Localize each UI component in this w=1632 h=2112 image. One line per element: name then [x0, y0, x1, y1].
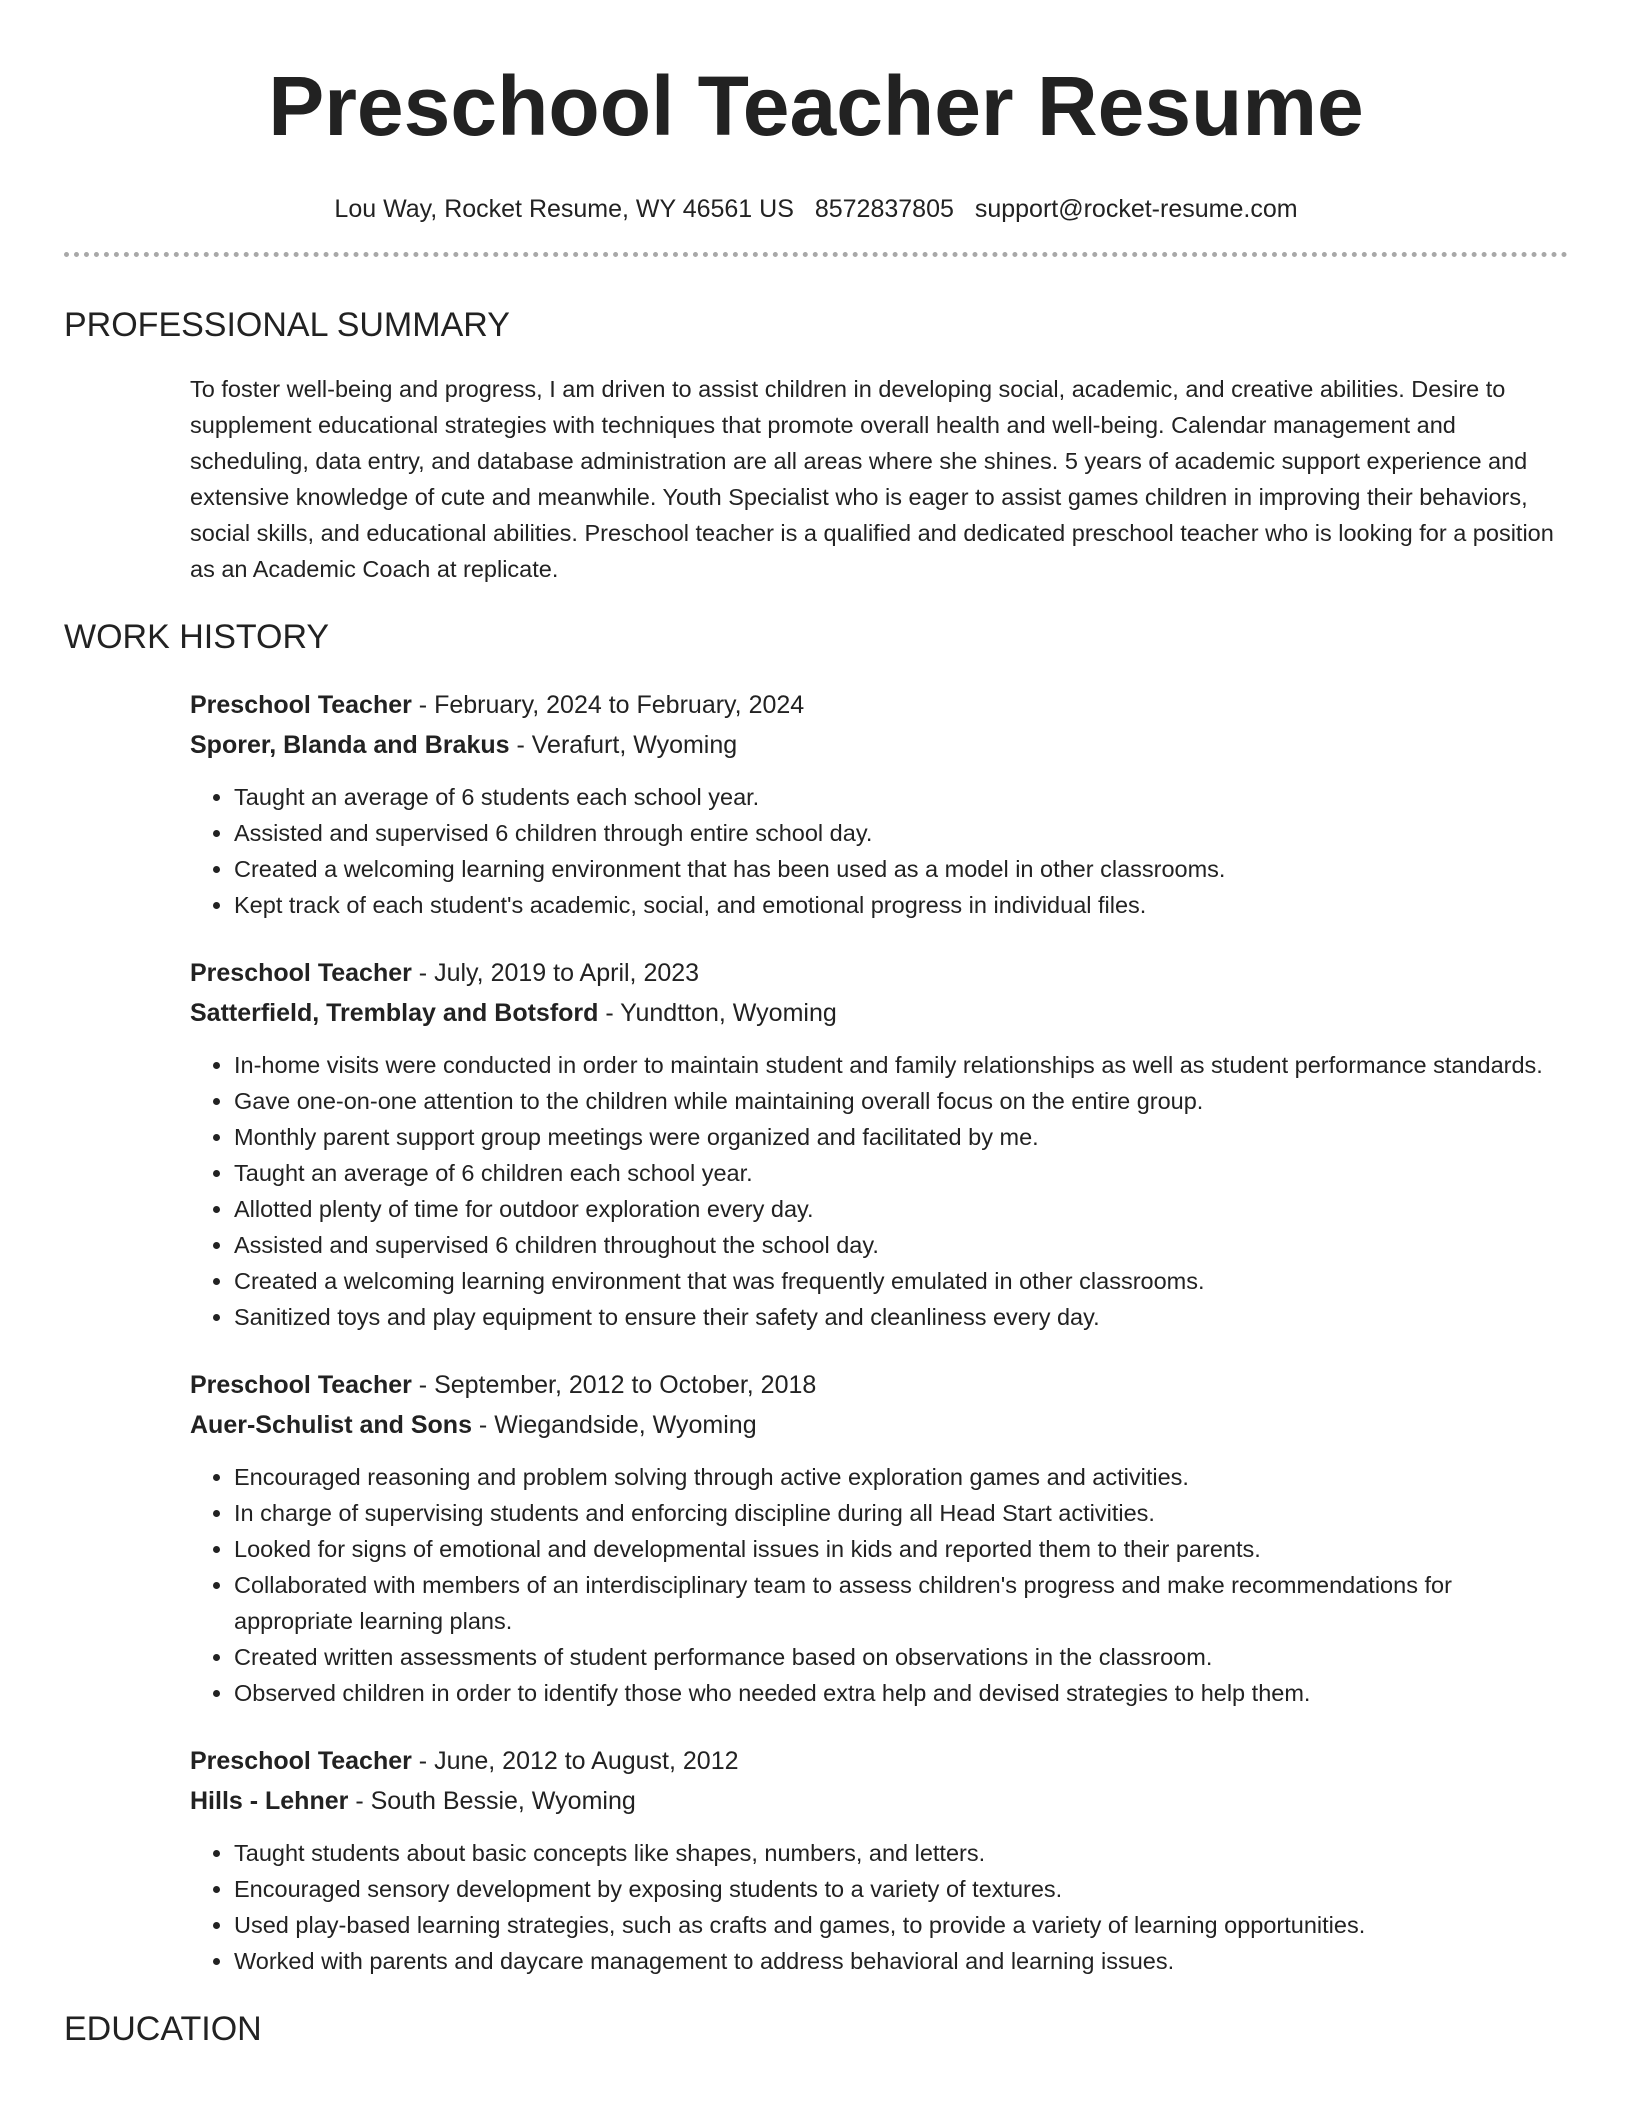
- job-title-line: [190, 1365, 1568, 1405]
- job-company-line: [190, 725, 1568, 765]
- job-company-line: [190, 1781, 1568, 1821]
- job-title-line: [190, 685, 1568, 725]
- job-company-line: [190, 993, 1568, 1033]
- contact-email: support@rocket-resume.com: [974, 195, 1298, 223]
- job-bullet: • Assisted and supervised 6 children through entire school day.: [234, 815, 1568, 851]
- job-bullet: • Encouraged reasoning and problem solving through active exploration games and activities.: [234, 1459, 1568, 1495]
- job-bullet: • Worked with parents and daycare management to address behavioral and learning issues.: [234, 1943, 1568, 1979]
- education-heading: EDUCATION: [64, 2010, 262, 2048]
- contact-phone: 8572837805: [814, 195, 954, 223]
- contact-line: [64, 192, 1568, 226]
- job-title: Preschool Teacher: [190, 1747, 412, 1775]
- job-title: Preschool Teacher: [190, 691, 412, 719]
- job-entry: [190, 1741, 1568, 1979]
- work-history-heading: WORK HISTORY: [64, 618, 330, 656]
- job-company: Sporer, Blanda and Brakus: [190, 731, 510, 759]
- summary-text: To foster well-being and progress, I am driven to assist children in developing social, academic, and creative abilities. Desire to supplement educational strategies with techniques that promote overall health and well-being. Calendar management and scheduling, data entry, and database administration are all areas where she shines. 5 years of academic support experience and extensive knowledge of cute and meanwhile. Youth Specialist who is eager to assist games children in improving their behaviors, social skills, and educational abilities. Preschool teacher is a qualified and dedicated preschool teacher who is looking for a position as an Academic Coach at replicate.: [190, 376, 1554, 582]
- job-bullet: • Used play-based learning strategies, such as crafts and games, to provide a variety of learning opportunities.: [234, 1907, 1568, 1943]
- job-bullet: • In charge of supervising students and enforcing discipline during all Head Start activities.: [234, 1495, 1568, 1531]
- job-bullet: • Sanitized toys and play equipment to ensure their safety and cleanliness every day.: [234, 1299, 1568, 1335]
- work-history-section: [64, 685, 1568, 1979]
- job-bullet: • Kept track of each student's academic, social, and emotional progress in individual files.: [234, 887, 1568, 923]
- job-title: Preschool Teacher: [190, 959, 412, 987]
- job-company: Auer-Schulist and Sons: [190, 1411, 472, 1439]
- job-location: - Yundtton, Wyoming: [598, 999, 837, 1027]
- job-bullet: • Monthly parent support group meetings were organized and facilitated by me.: [234, 1119, 1568, 1155]
- job-dates: - September, 2012 to October, 2018: [411, 1371, 817, 1399]
- job-bullet: • In-home visits were conducted in order to maintain student and family relationships as well as student performance standards.: [234, 1047, 1568, 1083]
- job-bullet: • Taught an average of 6 students each school year.: [234, 779, 1568, 815]
- summary-section: [64, 371, 1568, 587]
- job-location: - Wiegandside, Wyoming: [471, 1411, 757, 1439]
- job-dates: - June, 2012 to August, 2012: [411, 1747, 739, 1775]
- header-divider: [64, 252, 1568, 257]
- job-bullets: [190, 1459, 1568, 1711]
- job-company: Satterfield, Tremblay and Botsford: [190, 999, 599, 1027]
- job-title-line: [190, 953, 1568, 993]
- job-bullet: • Encouraged sensory development by exposing students to a variety of textures.: [234, 1871, 1568, 1907]
- job-entry: [190, 953, 1568, 1335]
- job-bullet: • Allotted plenty of time for outdoor exploration every day.: [234, 1191, 1568, 1227]
- job-bullet: • Created a welcoming learning environment that was frequently emulated in other classrooms.: [234, 1263, 1568, 1299]
- job-title-line: [190, 1741, 1568, 1781]
- job-entry: [190, 1365, 1568, 1711]
- job-company: Hills - Lehner: [190, 1787, 349, 1815]
- job-entry: [190, 685, 1568, 923]
- contact-address: Lou Way, Rocket Resume, WY 46561 US: [334, 195, 794, 223]
- job-company-line: [190, 1405, 1568, 1445]
- resume-title: Preschool Teacher Resume: [268, 59, 1364, 153]
- job-bullet: • Collaborated with members of an interdisciplinary team to assess children's progress and make recommendations for appropriate learning plans.: [234, 1567, 1568, 1639]
- job-bullets: [190, 779, 1568, 923]
- job-bullet: • Created written assessments of student performance based on observations in the classroom.: [234, 1639, 1568, 1675]
- job-bullets: [190, 1835, 1568, 1979]
- summary-heading: PROFESSIONAL SUMMARY: [64, 306, 510, 344]
- job-bullet: • Observed children in order to identify those who needed extra help and devised strategies to help them.: [234, 1675, 1568, 1711]
- job-bullet: • Assisted and supervised 6 children throughout the school day.: [234, 1227, 1568, 1263]
- job-bullets: [190, 1047, 1568, 1335]
- job-bullet: • Looked for signs of emotional and developmental issues in kids and reported them to their parents.: [234, 1531, 1568, 1567]
- job-title: Preschool Teacher: [190, 1371, 412, 1399]
- job-location: - Verafurt, Wyoming: [509, 731, 738, 759]
- job-bullet: • Created a welcoming learning environment that has been used as a model in other classrooms.: [234, 851, 1568, 887]
- job-bullet: • Gave one-on-one attention to the children while maintaining overall focus on the entire group.: [234, 1083, 1568, 1119]
- job-bullet: • Taught students about basic concepts like shapes, numbers, and letters.: [234, 1835, 1568, 1871]
- job-dates: - February, 2024 to February, 2024: [411, 691, 805, 719]
- job-dates: - July, 2019 to April, 2023: [411, 959, 700, 987]
- job-location: - South Bessie, Wyoming: [348, 1787, 636, 1815]
- job-bullet: • Taught an average of 6 children each school year.: [234, 1155, 1568, 1191]
